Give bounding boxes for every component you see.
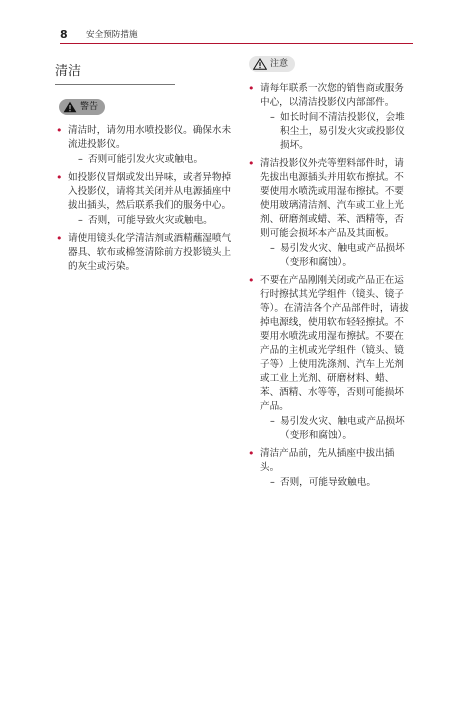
item-text: • 清洁投影仪外壳等塑料部件时，请先拔出电源插头并用软布擦拭。不要使用水喷洗或用湿布擦拭。不要使用玻璃清洁剂、汽车或工业上光剂、研磨剂或蜡、苯、酒精等，否则可能会损坏本产品及其面板。 bbox=[260, 158, 404, 239]
item-text: • 请使用镜头化学清洁剂或酒精蘸湿喷气器具、软布或棉签清除前方投影镜头上的灰尘或污染。 bbox=[68, 233, 232, 272]
caution-triangle-icon bbox=[253, 58, 267, 70]
list-item bbox=[55, 124, 233, 167]
warning-badge bbox=[59, 99, 105, 115]
list-item bbox=[55, 232, 233, 274]
header-title: 安全预防措施 bbox=[86, 30, 138, 40]
item-subnote: – 易引发火灾、触电或产品损坏（变形和腐蚀）。 bbox=[260, 415, 413, 443]
list-item bbox=[247, 82, 413, 153]
list-item bbox=[247, 274, 413, 443]
item-subnote: – 否则可能引发火灾或触电。 bbox=[68, 153, 233, 167]
list-item bbox=[55, 171, 233, 228]
right-column bbox=[247, 60, 413, 494]
warning-badge-label: 警告 bbox=[80, 102, 99, 112]
item-text: • 清洁产品前，先从插座中拔出插头。 bbox=[260, 448, 395, 473]
item-text: • 清洁时，请勿用水喷投影仪。确保水未流进投影仪。 bbox=[68, 125, 232, 150]
item-text: • 请每年联系一次您的销售商或服务中心，以清洁投影仪内部部件。 bbox=[260, 83, 404, 108]
caution-list bbox=[247, 82, 413, 490]
item-subnote: – 否则，可能导致触电。 bbox=[260, 476, 413, 490]
page-number: 8 bbox=[60, 28, 68, 41]
item-subnote: – 易引发火灾、触电或产品损坏（变形和腐蚀）。 bbox=[260, 242, 413, 270]
header-divider bbox=[60, 43, 413, 44]
note-badge-label: 注意 bbox=[270, 59, 289, 69]
item-subnote: – 否则，可能导致火灾或触电。 bbox=[68, 214, 233, 228]
list-item bbox=[247, 157, 413, 270]
note-badge bbox=[249, 56, 295, 72]
item-text: • 如投影仪冒烟或发出异味，或者异物掉入投影仪，请将其关闭并从电源插座中拔出插头，然后联系我们的服务中心。 bbox=[68, 172, 232, 211]
page-header bbox=[60, 28, 413, 42]
item-subnote: – 如长时间不清洁投影仪，会堆积尘土，易引发火灾或投影仪损坏。 bbox=[260, 111, 413, 153]
warning-triangle-icon bbox=[63, 101, 77, 113]
list-item bbox=[247, 447, 413, 490]
section-title: 清洁 bbox=[55, 64, 175, 85]
item-text: • 不要在产品刚刚关闭或产品正在运行时擦拭其光学组件（镜头、镜子等）。在清洁各个产品部件时，请拔掉电源线，使用软布轻轻擦拭。不要用水喷洗或用湿布擦拭。不要在产品的主机或光学组件（镜头、镜子等）上使用洗涤剂、汽车上光剂或工业上光剂、研磨材料、蜡、苯、酒精、水等等，否则可能损坏产品。 bbox=[260, 275, 409, 412]
left-column bbox=[55, 60, 233, 278]
warning-list bbox=[55, 124, 233, 274]
